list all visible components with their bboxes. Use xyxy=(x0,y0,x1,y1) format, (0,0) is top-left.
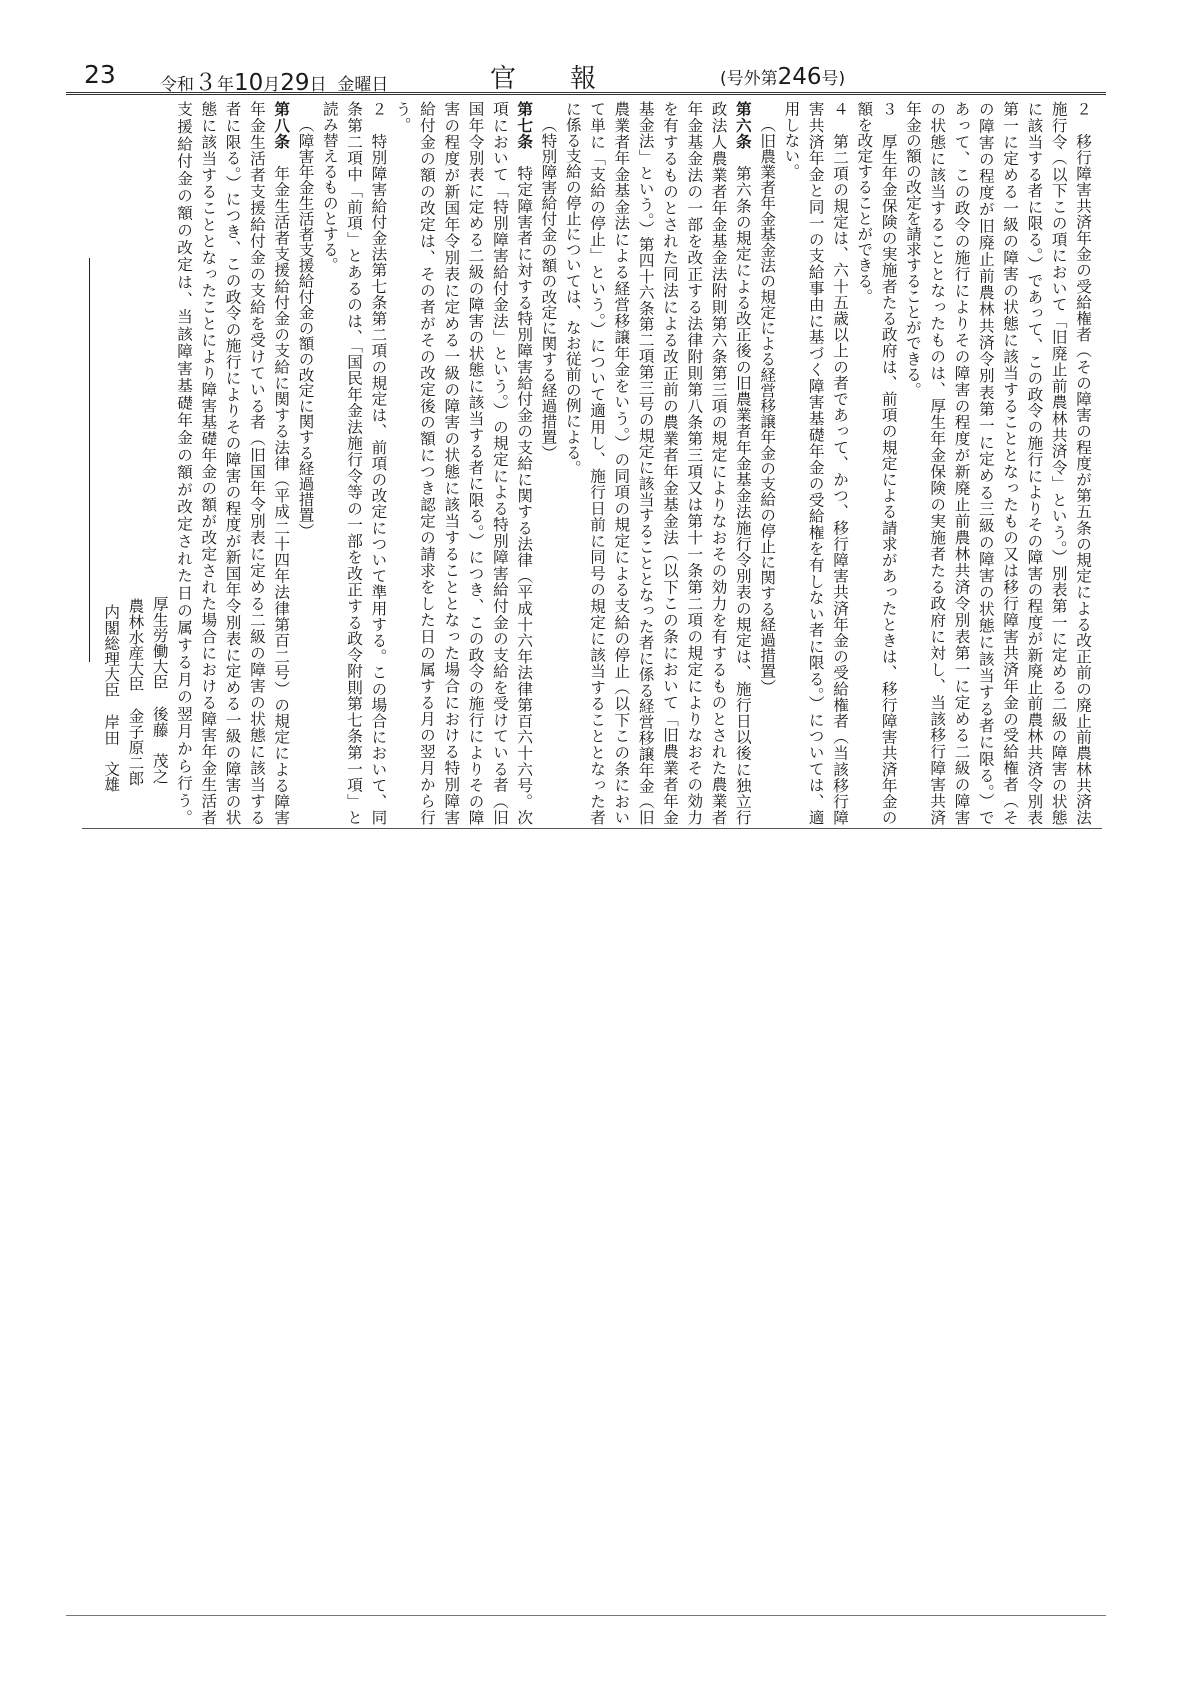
line-text: 基金法」という。）第四十六条第二項第三号の規定に該当することとなった者に係る経営移譲年金（旧 xyxy=(636,101,655,825)
text-line xyxy=(949,101,973,825)
day: 29 xyxy=(280,70,310,96)
line-text: 害共済年金と同一の支給事由に基づく障害基礎年金の受給権を有しない者に限る。）については、適 xyxy=(806,101,825,825)
line-text: ４ 第二項の規定は、六十五歳以上の者であって、かつ、移行障害共済年金の受給権者（当該移行障 xyxy=(831,101,850,825)
line-text: ２ 移行障害共済年金の受給権者（その障害の程度が第五条の規定による改正前の廃止前農林共済法 xyxy=(1074,101,1092,825)
article-heading: 第八条 xyxy=(272,101,291,150)
text-line xyxy=(366,101,390,825)
text-line xyxy=(245,101,269,825)
issue-num: 246 xyxy=(777,64,822,90)
text-line xyxy=(852,101,876,825)
text-line xyxy=(682,101,706,825)
article-line xyxy=(269,101,293,825)
text-line xyxy=(172,101,196,825)
line-text: 用しない。 xyxy=(782,101,801,179)
text-line xyxy=(1071,101,1095,825)
text-line xyxy=(536,101,560,825)
article-line xyxy=(512,101,536,825)
text-line xyxy=(342,101,366,825)
minister-name: 後藤 茂之 xyxy=(150,705,169,784)
issue-number xyxy=(720,64,845,94)
issue-prefix: (号外第 xyxy=(720,69,778,89)
text-line xyxy=(609,101,633,825)
year: ３ xyxy=(194,70,217,96)
line-text: 者に限る。）につき、この政令の施行によりその障害の程度が新国年令別表に定める一級の障害の状 xyxy=(223,101,242,825)
ordinance-body xyxy=(99,101,1095,825)
header-double-rule xyxy=(66,92,1106,95)
line-text: あって、この政令の施行によりその障害の程度が新廃止前農林共済令別表第一に定める二級の障害 xyxy=(952,101,971,825)
line-text: 額を改定することができる。 xyxy=(855,101,874,304)
line-text: 給付金の額の改定は、その者がその改定後の額につき認定の請求をした日の属する月の翌月から行 xyxy=(417,101,436,825)
line-text: て単に「支給の停止」という。）について適用し、施行日前に同号の規定に該当することとなった者 xyxy=(588,101,607,825)
minister-signature xyxy=(147,101,171,825)
minister-title: 厚生労働大臣 xyxy=(150,596,169,690)
line-text: ２ 特別障害給付金法第七条第二項の規定は、前項の改定について準用する。この場合において、同 xyxy=(369,101,388,825)
line-text: 第六条の規定による改正後の旧農業者年金基金法施行令別表の規定は、施行日以後に独立行 xyxy=(733,149,752,825)
text-line xyxy=(488,101,512,825)
gazette-title-2: 報 xyxy=(570,64,597,94)
line-text: 項において「特別障害給付金法」という。）の規定による特別障害給付金の支給を受けている者（旧 xyxy=(490,101,509,825)
line-text: 施行令（以下この項において「旧廃止前農林共済令」という。）別表第一に定める二級の障害の状態 xyxy=(1049,101,1068,825)
line-text: の状態に該当することとなったものは、厚生年金保険の実施者たる政府に対し、当該移行障害共済 xyxy=(928,101,947,825)
line-text: 第一に定める一級の障害の状態に該当することとなったもの又は移行障害共済年金の受給権者（そ xyxy=(1001,101,1020,825)
era: 令和 xyxy=(160,75,194,95)
page-number: 23 xyxy=(84,60,116,89)
line-text: 特定障害者に対する特別障害給付金の支給に関する法律（平成十六年法律第百六十六号。次 xyxy=(515,149,534,825)
line-text: う。 xyxy=(393,101,412,133)
line-text: 政法人農業者年金基金法附則第六条第三項の規定によりなおその効力を有するものとされた農業者 xyxy=(709,101,728,825)
text-line xyxy=(585,101,609,825)
text-line xyxy=(196,101,220,825)
text-line xyxy=(901,101,925,825)
line-text: 読み替えるものとする。 xyxy=(320,101,339,273)
line-text: 害の程度が新国年令別表に定める一級の障害の状態に該当することとなった場合における特別障害 xyxy=(442,101,461,825)
gazette-title-1: 官 xyxy=(490,64,517,94)
month: 10 xyxy=(234,70,264,96)
line-text: に係る支給の停止については、なお従前の例による。 xyxy=(563,101,582,476)
section-rule xyxy=(82,828,1102,829)
text-line xyxy=(318,101,342,825)
text-line xyxy=(633,101,657,825)
line-text: （特別障害給付金の額の改定に関する経過措置） xyxy=(539,117,558,461)
text-line xyxy=(463,101,487,825)
weekday: 金曜日 xyxy=(337,75,389,95)
minister-title: 内閣総理大臣 xyxy=(102,604,121,698)
issue-suffix: 号) xyxy=(821,69,846,89)
text-line xyxy=(1022,101,1046,825)
text-line xyxy=(658,101,682,825)
line-text: 年金生活者支援給付金の支給に関する法律（平成二十四年法律第百二号）の規定による障害 xyxy=(272,149,291,825)
line-text: の障害の程度が旧廃止前農林共済令別表第一に定める三級の障害の状態に該当する者に限る。）で xyxy=(976,101,995,825)
publication-date xyxy=(160,64,388,94)
minister-name: 金子原二郎 xyxy=(126,707,145,786)
line-text: 農業者年金基金法による経営移譲年金をいう。）の同項の規定による支給の停止（以下この条におい xyxy=(612,101,631,825)
text-line xyxy=(998,101,1022,825)
line-text: 年金の額の改定を請求することができる。 xyxy=(903,101,922,398)
text-line xyxy=(876,101,900,825)
month-unit: 月 xyxy=(263,75,281,95)
minister-signature xyxy=(123,101,147,825)
text-line xyxy=(706,101,730,825)
line-text: 年金基金法の一部を改正する法律附則第八条第三項又は第十一条第二項の規定によりなおその効力 xyxy=(685,101,704,825)
line-text: 条第二項中「前項」とあるのは、「国民年金法施行令等の一部を改正する政令附則第七条第一項」と xyxy=(345,101,364,825)
line-text: ３ 厚生年金保険の実施者たる政府は、前項の規定による請求があったときは、移行障害共済年金の xyxy=(879,101,898,825)
text-line xyxy=(803,101,827,825)
line-text: 年金生活者支援給付金の支給を受けている者（旧国年令別表に定める二級の障害の状態に該当する xyxy=(247,101,266,825)
line-text: を有するものとされた同法による改正前の農業者年金基金法（以下この条において「旧農業者年金 xyxy=(660,101,679,825)
text-line xyxy=(925,101,949,825)
text-line xyxy=(779,101,803,825)
article-line xyxy=(731,101,755,825)
text-line xyxy=(974,101,998,825)
text-line xyxy=(828,101,852,825)
text-line xyxy=(390,101,414,825)
article-heading: 第六条 xyxy=(733,101,752,150)
line-text: 支援給付金の額の改定は、当該障害基礎年金の額が改定された日の属する月の翌月から行う。 xyxy=(175,101,194,825)
line-text: （障害年金生活者支援給付金の額の改定に関する経過措置） xyxy=(296,117,315,539)
article-heading: 第七条 xyxy=(515,101,534,150)
line-text: 態に該当することとなったことにより障害基礎年金の額が改定された場合における障害年金生活者 xyxy=(199,101,218,825)
text-line xyxy=(1046,101,1070,825)
minister-name: 岸田 文雄 xyxy=(102,713,121,792)
minister-signature xyxy=(99,101,123,825)
line-text: （旧農業者年金基金法の規定による経営移譲年金の支給の停止に関する経過措置） xyxy=(758,117,777,695)
day-unit: 日 xyxy=(309,75,327,95)
text-line xyxy=(755,101,779,825)
text-line xyxy=(293,101,317,825)
line-text: 国年令別表に定める二級の障害の状態に該当する者に限る。）につき、この政令の施行によりその障 xyxy=(466,101,485,825)
page-bottom-rule xyxy=(66,1615,1106,1616)
text-line xyxy=(220,101,244,825)
text-line xyxy=(415,101,439,825)
minister-title: 農林水産大臣 xyxy=(126,598,145,692)
year-unit: 年 xyxy=(217,75,234,95)
text-line xyxy=(560,101,584,825)
text-line xyxy=(439,101,463,825)
line-text: に該当する者に限る。）であって、この政令の施行によりその障害の程度が新廃止前農林共済令別表 xyxy=(1025,101,1044,825)
end-vertical-rule xyxy=(89,258,90,662)
